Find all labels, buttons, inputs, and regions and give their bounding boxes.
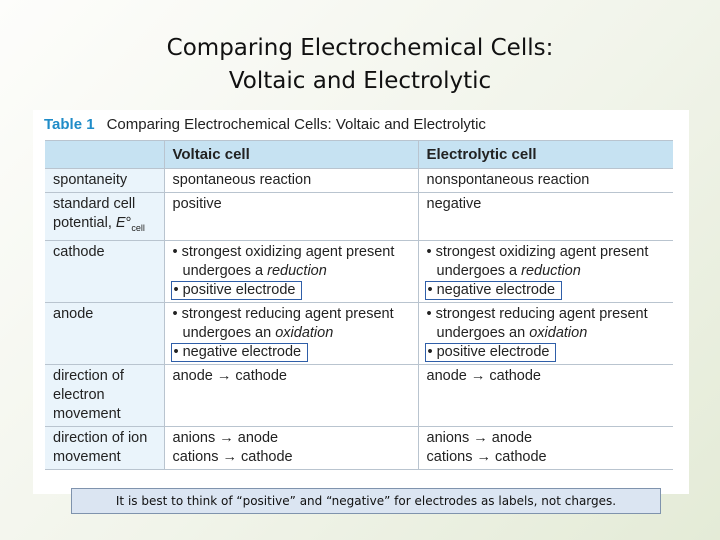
slide-title: [0, 32, 720, 98]
bullet-line: • strongest reducing agent present: [426, 305, 648, 322]
bullet-line: • strongest oxidizing agent present: [426, 243, 649, 260]
bullet-continuation: undergoes an oxidation: [182, 324, 334, 341]
value-line: negative: [426, 196, 482, 212]
table-caption: [44, 116, 486, 133]
voltaic-cell-value: [164, 364, 418, 426]
voltaic-cell-value: [164, 426, 418, 469]
comparison-table: [45, 140, 673, 470]
voltaic-cell-value: [164, 169, 418, 193]
voltaic-cell-value: [164, 302, 418, 364]
row-label-line: spontaneity: [53, 172, 128, 188]
electrolytic-cell-value: [418, 240, 673, 302]
row-cathode: [45, 240, 673, 302]
slide-title-line-2: Voltaic and Electrolytic: [228, 68, 492, 94]
table-number: Table 1: [44, 116, 95, 133]
row-electron-direction: [45, 364, 673, 426]
row-label-line: direction of: [53, 367, 124, 384]
row-spontaneity: [45, 169, 673, 193]
bullet-continuation: undergoes a reduction: [436, 262, 581, 279]
voltaic-cell-value: [164, 193, 418, 241]
slide-title-line-1: Comparing Electrochemical Cells:: [166, 35, 554, 61]
electrolytic-cell-value: [418, 364, 673, 426]
row-label-line: cathode: [53, 243, 105, 260]
value-line: nonspontaneous reaction: [426, 172, 590, 188]
electrode-label-box: • positive electrode: [171, 281, 303, 300]
value-line: cations → cathode: [426, 448, 547, 465]
row-label-line: direction of ion: [53, 429, 148, 446]
row-label: [45, 302, 164, 364]
electrode-label-box: • negative electrode: [171, 343, 309, 362]
row-ion-direction: [45, 426, 673, 469]
row-anode: [45, 302, 673, 364]
electrolytic-cell-value: [418, 302, 673, 364]
row-label-line: movement: [53, 405, 121, 422]
row-label-line: standard cell: [53, 196, 136, 212]
value-line: spontaneous reaction: [172, 172, 312, 188]
bullet-line: • strongest oxidizing agent present: [172, 243, 395, 260]
value-line: anode → cathode: [172, 367, 287, 384]
row-standard-cell-potential: [45, 193, 673, 241]
value-line: cations → cathode: [172, 448, 293, 465]
row-label-line-potential: potential, $E^\circ_{cell}$: [53, 215, 145, 233]
row-label: [45, 169, 164, 193]
electrolytic-cell-value: [418, 193, 673, 241]
bullet-continuation: undergoes a reduction: [182, 262, 327, 279]
row-label: [45, 426, 164, 469]
row-label: [45, 240, 164, 302]
voltaic-cell-value: [164, 240, 418, 302]
value-line: anode → cathode: [426, 367, 541, 384]
bullet-continuation: undergoes an oxidation: [436, 324, 588, 341]
row-label-line: anode: [53, 305, 94, 322]
table-header-row: [45, 141, 673, 169]
table-caption-text: Comparing Electrochemical Cells: Voltaic and Electrolytic: [106, 116, 486, 133]
electrode-label-box: • negative electrode: [425, 281, 563, 300]
row-label: [45, 364, 164, 426]
header-cell-empty: [45, 141, 164, 169]
header-electrolytic-cell: Electrolytic cell: [418, 141, 673, 169]
value-line: positive: [172, 196, 222, 212]
electrolytic-cell-value: [418, 169, 673, 193]
table-figure: [33, 110, 689, 494]
electrode-label-box: • positive electrode: [425, 343, 557, 362]
header-voltaic-cell: Voltaic cell: [164, 141, 418, 169]
row-label-line: electron: [53, 386, 105, 403]
electrolytic-cell-value: [418, 426, 673, 469]
footnote-box: It is best to think of “positive” and “negative” for electrodes as labels, not charges.: [71, 488, 661, 514]
row-label: [45, 193, 164, 241]
bullet-line: • strongest reducing agent present: [172, 305, 394, 322]
value-line: anions → anode: [426, 429, 533, 446]
row-label-line: movement: [53, 448, 121, 465]
value-line: anions → anode: [172, 429, 279, 446]
